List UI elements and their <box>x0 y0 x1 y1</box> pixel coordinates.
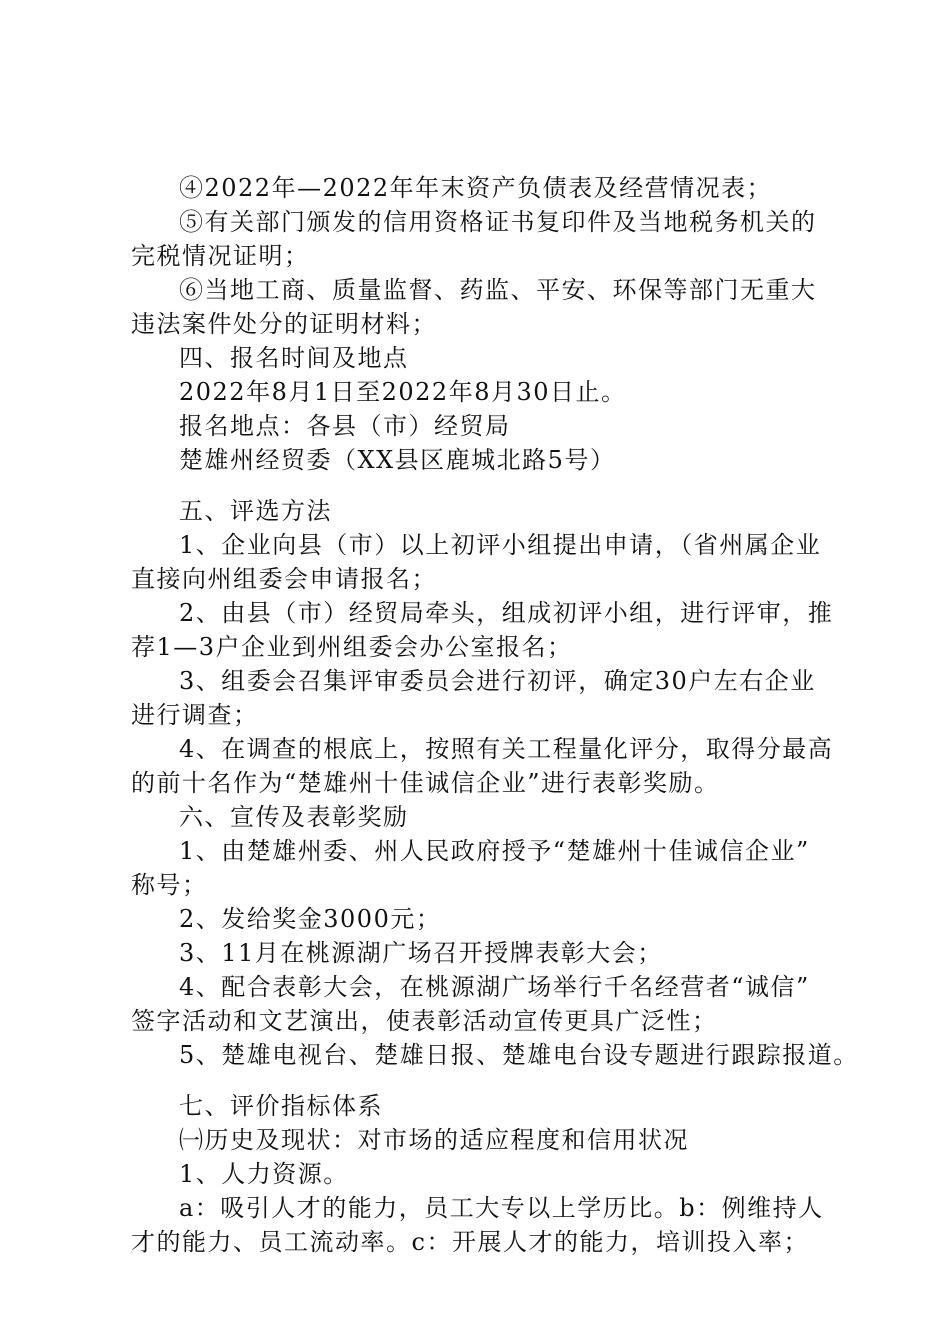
text-line: 的前十名作为“楚雄州十佳诚信企业”进行表彰奖励。 <box>131 769 720 797</box>
text-line: 荐1—3户企业到州组委会办公室报名； <box>131 633 573 661</box>
text-line: 报名地点：各县（市）经贸局 <box>179 412 511 440</box>
text-line: 3、11月在桃源湖广场召开授牌表彰大会； <box>179 939 663 967</box>
text-line: a：吸引人才的能力，员工大专以上学历比。b：例维持人 <box>179 1194 824 1222</box>
text-line: 3、组委会召集评审委员会进行初评，确定30户左右企业 <box>179 667 816 695</box>
text-line: 4、配合表彰大会，在桃源湖广场举行千名经营者“诚信” <box>179 973 810 1001</box>
text-line: 签字活动和文艺演出，使表彰活动宣传更具广泛性； <box>131 1007 718 1035</box>
text-line: ⑥当地工商、质量监督、药监、平安、环保等部门无重大 <box>179 276 817 304</box>
text-line: 才的能力、员工流动率。c：开展人才的能力，培训投入率； <box>131 1228 809 1256</box>
text-line: 5、楚雄电视台、楚雄日报、楚雄电台设专题进行跟踪报道。 <box>179 1041 859 1069</box>
text-line: 1、人力资源。 <box>179 1160 349 1188</box>
text-line: 2022年8月1日至2022年8月30日止。 <box>179 378 627 406</box>
text-line: 2、发给奖金3000元； <box>179 905 442 933</box>
text-line: 2、由县（市）经贸局牵头，组成初评小组，进行评审，推 <box>179 599 834 627</box>
text-line: 完税情况证明； <box>131 242 310 270</box>
text-line: 1、由楚雄州委、州人民政府授予“楚雄州十佳诚信企业” <box>179 837 810 865</box>
text-line: 违法案件处分的证明材料； <box>131 310 437 338</box>
section-heading: 七、评价指标体系 <box>179 1092 383 1120</box>
subsection-heading: ㈠历史及现状：对市场的适应程度和信用状况 <box>179 1126 689 1154</box>
text-line: 称号； <box>131 871 208 899</box>
section-heading: 六、宣传及表彰奖励 <box>179 803 409 831</box>
text-line: 4、在调查的根底上，按照有关工程量化评分，取得分最高 <box>179 735 834 763</box>
text-line: ⑤有关部门颁发的信用资格证书复印件及当地税务机关的 <box>179 208 817 236</box>
text-line: 1、企业向县（市）以上初评小组提出申请，（省州属企业 <box>179 531 822 559</box>
section-heading: 四、报名时间及地点 <box>179 344 409 372</box>
text-line: 楚雄州经贸委（XX县区鹿城北路5号） <box>179 446 616 474</box>
text-line: ④2022年—2022年年末资产负债表及经营情况表； <box>179 174 773 202</box>
text-line: 进行调查； <box>131 701 259 729</box>
section-heading: 五、评选方法 <box>179 497 332 525</box>
text-line: 直接向州组委会申请报名； <box>131 565 437 593</box>
